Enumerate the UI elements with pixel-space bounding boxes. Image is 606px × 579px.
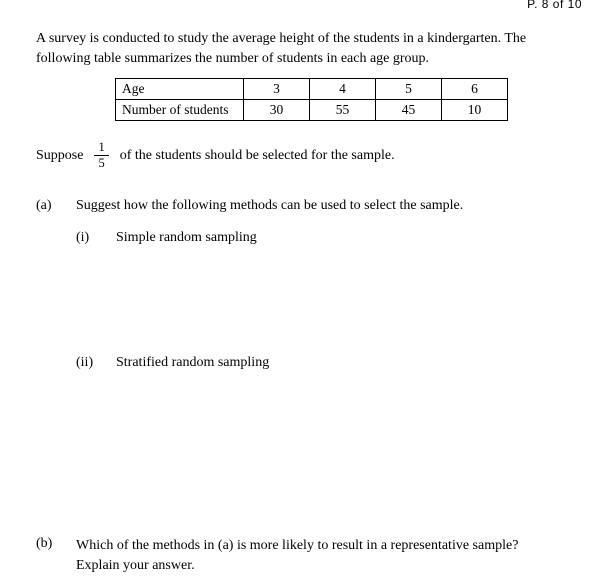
part-a-label: (a) xyxy=(36,198,52,213)
page-number: P. 8 of 10 xyxy=(527,0,582,11)
part-b-label: (b) xyxy=(36,536,53,551)
suppose-statement xyxy=(36,140,395,171)
question-part-a xyxy=(36,198,463,214)
table-cell: 45 xyxy=(376,100,442,121)
part-b-text: Which of the methods in (a) is more likely to result in a representative sample? Explain your answer. xyxy=(76,538,519,573)
table-cell: 4 xyxy=(310,79,376,100)
table-cell: 3 xyxy=(244,79,310,100)
table-cell: 55 xyxy=(310,100,376,121)
suppose-text-after: of the students should be selected for the sample. xyxy=(119,147,395,163)
item-ii-text: Stratified random sampling xyxy=(116,355,270,370)
table-cell: 10 xyxy=(442,100,508,121)
table-cell: 6 xyxy=(442,79,508,100)
item-i-label: (i) xyxy=(76,230,90,245)
question-item-i xyxy=(76,230,257,246)
table-row-students xyxy=(116,100,508,121)
question-part-b xyxy=(36,536,564,575)
fraction-one-fifth xyxy=(94,140,108,171)
question-item-ii xyxy=(76,355,269,371)
intro-paragraph: A survey is conducted to study the average height of the students in a kindergarten. The following table summarizes the number of students in each age group. xyxy=(36,31,527,66)
item-ii-label: (ii) xyxy=(76,355,94,370)
part-a-text: Suggest how the following methods can be used to select the sample. xyxy=(76,198,464,213)
table-row-age xyxy=(116,79,508,100)
table-cell-students-label: Number of students xyxy=(116,100,244,121)
table-cell: 5 xyxy=(376,79,442,100)
fraction-numerator: 1 xyxy=(94,140,108,156)
table-cell: 30 xyxy=(244,100,310,121)
suppose-text-before: Suppose xyxy=(36,147,84,163)
fraction-denominator: 5 xyxy=(98,156,105,170)
age-table xyxy=(115,78,508,121)
item-i-text: Simple random sampling xyxy=(116,230,257,245)
table-cell-age-label: Age xyxy=(116,79,244,100)
